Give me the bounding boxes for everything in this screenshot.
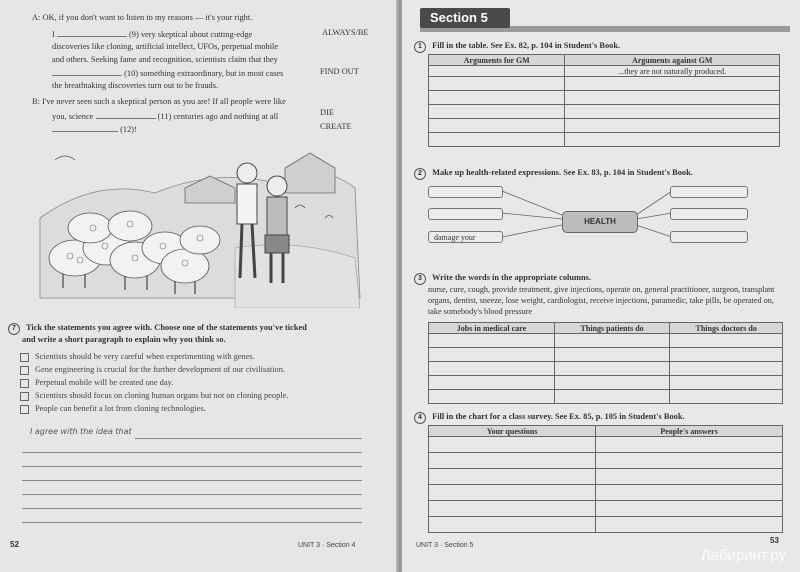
table-row[interactable] — [429, 469, 783, 485]
table-cell[interactable] — [565, 91, 780, 105]
statement-item[interactable] — [20, 365, 285, 375]
statement-text: Scientists should be very careful when experimenting with genes. — [35, 352, 255, 361]
gm-arguments-table — [428, 54, 780, 147]
right-page — [402, 0, 800, 572]
statement-item[interactable] — [20, 404, 206, 414]
table-cell[interactable]: ...they are not naturally produced. — [565, 66, 780, 77]
table-cell[interactable] — [429, 119, 565, 133]
table-header: Your questions — [429, 426, 596, 437]
dialogue-text: (10) something extraordinary, but in most cases — [124, 69, 284, 78]
instruction-text: Make up health-related expressions. See Ex. 83, p. 104 in Student's Book. — [432, 168, 693, 177]
table-cell[interactable] — [429, 517, 596, 533]
table-cell[interactable] — [429, 453, 596, 469]
statement-item[interactable] — [20, 378, 173, 388]
expression-box[interactable] — [428, 208, 503, 220]
table-cell[interactable] — [565, 119, 780, 133]
task-number-badge: 3 — [414, 273, 426, 285]
table-cell[interactable] — [429, 77, 565, 91]
page-number: 53 — [770, 536, 779, 545]
table-cell[interactable] — [565, 77, 780, 91]
table-row[interactable] — [429, 77, 780, 91]
dialogue-text: (11) centuries ago and nothing at all — [157, 112, 279, 121]
statement-text: Perpetual mobile will be created one day. — [35, 378, 174, 387]
cloned-sheep-illustration — [35, 148, 365, 308]
table-cell[interactable] — [554, 376, 670, 390]
table-cell[interactable] — [554, 362, 670, 376]
table-cell[interactable] — [429, 390, 555, 404]
dialogue-text: I've never seen such a skeptical person as you are! If all people were like — [42, 97, 286, 106]
table-cell[interactable] — [670, 390, 783, 404]
dialogue-text: (12)! — [120, 125, 137, 134]
speaker-a: A: — [32, 13, 41, 22]
checkbox[interactable] — [20, 366, 29, 375]
writing-line[interactable] — [22, 480, 362, 481]
verb-hint: CREATE — [320, 122, 352, 131]
dialogue-line — [52, 110, 278, 122]
table-cell[interactable] — [670, 376, 783, 390]
instruction-text: Fill in the chart for a class survey. See Ex. 85, p. 105 in Student's Book. — [432, 412, 685, 421]
writing-line[interactable] — [22, 452, 362, 453]
medical-words-table — [428, 322, 783, 404]
table-cell[interactable] — [429, 133, 565, 147]
checkbox[interactable] — [20, 379, 29, 388]
table-row[interactable] — [429, 485, 783, 501]
verb-hint: DIE — [320, 108, 334, 117]
table-cell[interactable] — [565, 133, 780, 147]
statement-item[interactable] — [20, 352, 255, 362]
table-row[interactable] — [429, 91, 780, 105]
instruction-text: Write the words in the appropriate columns. — [431, 273, 591, 282]
table-row[interactable] — [429, 362, 783, 376]
table-cell[interactable] — [429, 105, 565, 119]
table-cell[interactable] — [429, 66, 565, 77]
writing-line[interactable] — [22, 508, 362, 509]
table-cell[interactable] — [596, 501, 783, 517]
dialogue-text: the breathtaking discoveries turn out to be frauds. — [52, 81, 219, 90]
expression-box[interactable] — [428, 186, 503, 198]
instruction-text: Tick the statements you agree with. Choose one of the statements you've ticked — [25, 323, 307, 332]
dialogue-text: OK, if you don't want to listen to my reasons — it's your right. — [42, 13, 253, 22]
writing-line[interactable] — [22, 494, 362, 495]
writing-line[interactable] — [22, 522, 362, 523]
dialogue-text: (9) very skeptical about cutting-edge — [128, 30, 253, 39]
speaker-b: B: — [32, 97, 40, 106]
table-cell[interactable] — [670, 362, 783, 376]
table-cell[interactable] — [554, 334, 670, 348]
table-row[interactable] — [429, 501, 783, 517]
survey-table — [428, 425, 783, 533]
table-row[interactable] — [429, 348, 783, 362]
health-hub: HEALTH — [562, 211, 638, 233]
table-header: Things patients do — [554, 323, 670, 334]
statement-text: People can benefit a lot from cloning technologies. — [35, 404, 206, 413]
table-row[interactable] — [429, 453, 783, 469]
task-number-badge: 7 — [8, 323, 20, 335]
table-cell[interactable] — [596, 453, 783, 469]
table-header: People's answers — [596, 426, 783, 437]
dialogue-line — [32, 12, 252, 23]
dialogue-text: you, science — [52, 112, 94, 121]
table-cell[interactable] — [429, 469, 596, 485]
handwritten-answer: I agree with the idea that — [30, 427, 132, 436]
word-list: nurse, cure, cough, provide treatment, give injections, operate on, general practitioner, surgeon, transplant organs, dentist, sneeze, lose weight, cardiologist, receive injections, paramedic, take pills, be operated on, take somebody's blood pressure — [428, 285, 775, 316]
table-cell[interactable] — [429, 437, 596, 453]
table-header: Jobs in medical care — [429, 323, 555, 334]
task-number-badge: 2 — [414, 168, 426, 180]
statement-text: Gene engineering is crucial for the further development of our civilisation. — [35, 365, 285, 374]
table-cell[interactable] — [596, 469, 783, 485]
table-row[interactable] — [429, 133, 780, 147]
dialogue-text: discoveries like cloning, artificial intellect, UFOs, perpetual mobile — [52, 42, 279, 51]
expression-box[interactable] — [670, 186, 748, 198]
task-4-instruction — [414, 411, 685, 424]
dialogue-line — [32, 96, 286, 107]
page-footer: UNIT 3 · Section 5 — [416, 542, 474, 549]
table-row[interactable] — [429, 437, 783, 453]
statement-text: Scientists should focus on cloning human organs but not on cloning people. — [35, 391, 289, 400]
expression-box[interactable]: damage your — [428, 231, 503, 243]
left-page — [0, 0, 398, 572]
table-cell[interactable] — [429, 91, 565, 105]
instruction-text: Fill in the table. See Ex. 82, p. 104 in Student's Book. — [432, 41, 621, 50]
labirint-watermark: Лабиринт.ру — [700, 547, 786, 564]
table-row[interactable] — [429, 119, 780, 133]
section-title: Section 5 — [420, 8, 510, 28]
answer-blank[interactable] — [57, 28, 127, 37]
page-number: 52 — [10, 540, 19, 549]
writing-line[interactable] — [135, 438, 362, 439]
table-cell[interactable] — [429, 334, 555, 348]
checkbox[interactable] — [20, 405, 29, 414]
table-header: Things doctors do — [670, 323, 783, 334]
table-cell[interactable] — [429, 348, 555, 362]
statement-item[interactable] — [20, 391, 288, 401]
answer-blank[interactable] — [52, 123, 118, 132]
table-cell[interactable] — [596, 517, 783, 533]
table-row[interactable] — [429, 66, 780, 77]
verb-hint: ALWAYS/BE — [322, 28, 369, 37]
instruction-text: and write a short paragraph to explain why you think so. — [22, 335, 226, 344]
table-cell[interactable] — [565, 105, 780, 119]
task-number-badge: 1 — [414, 41, 426, 53]
table-cell[interactable] — [554, 390, 670, 404]
dialogue-text: I — [52, 30, 55, 39]
checkbox[interactable] — [20, 392, 29, 401]
dialogue-line — [52, 123, 137, 135]
dialogue-line — [52, 67, 283, 79]
table-row[interactable] — [429, 376, 783, 390]
checkbox[interactable] — [20, 353, 29, 362]
expression-box[interactable] — [670, 208, 748, 220]
table-header: Arguments against GM — [565, 55, 780, 66]
table-cell[interactable] — [429, 362, 555, 376]
table-cell[interactable] — [554, 348, 670, 362]
table-cell[interactable] — [596, 485, 783, 501]
task-1-instruction — [414, 40, 620, 53]
table-cell[interactable] — [429, 485, 596, 501]
table-row[interactable] — [429, 105, 780, 119]
dialogue-text: and others. Seeking fame and recognition, scientists claim that they — [52, 55, 278, 64]
table-cell[interactable] — [670, 334, 783, 348]
table-cell[interactable] — [429, 376, 555, 390]
answer-blank[interactable] — [96, 110, 156, 119]
expression-box[interactable] — [670, 231, 748, 243]
dialogue-line — [52, 28, 252, 40]
table-row[interactable] — [429, 334, 783, 348]
answer-blank[interactable] — [52, 67, 122, 76]
verb-hint: FIND OUT — [320, 67, 359, 76]
table-cell[interactable] — [670, 348, 783, 362]
table-row[interactable] — [429, 390, 783, 404]
page-footer: UNIT 3 · Section 4 — [298, 542, 356, 549]
writing-line[interactable] — [22, 466, 362, 467]
task-number-badge: 4 — [414, 412, 426, 424]
table-cell[interactable] — [429, 501, 596, 517]
table-row[interactable] — [429, 517, 783, 533]
table-cell[interactable] — [596, 437, 783, 453]
table-header: Arguments for GM — [429, 55, 565, 66]
